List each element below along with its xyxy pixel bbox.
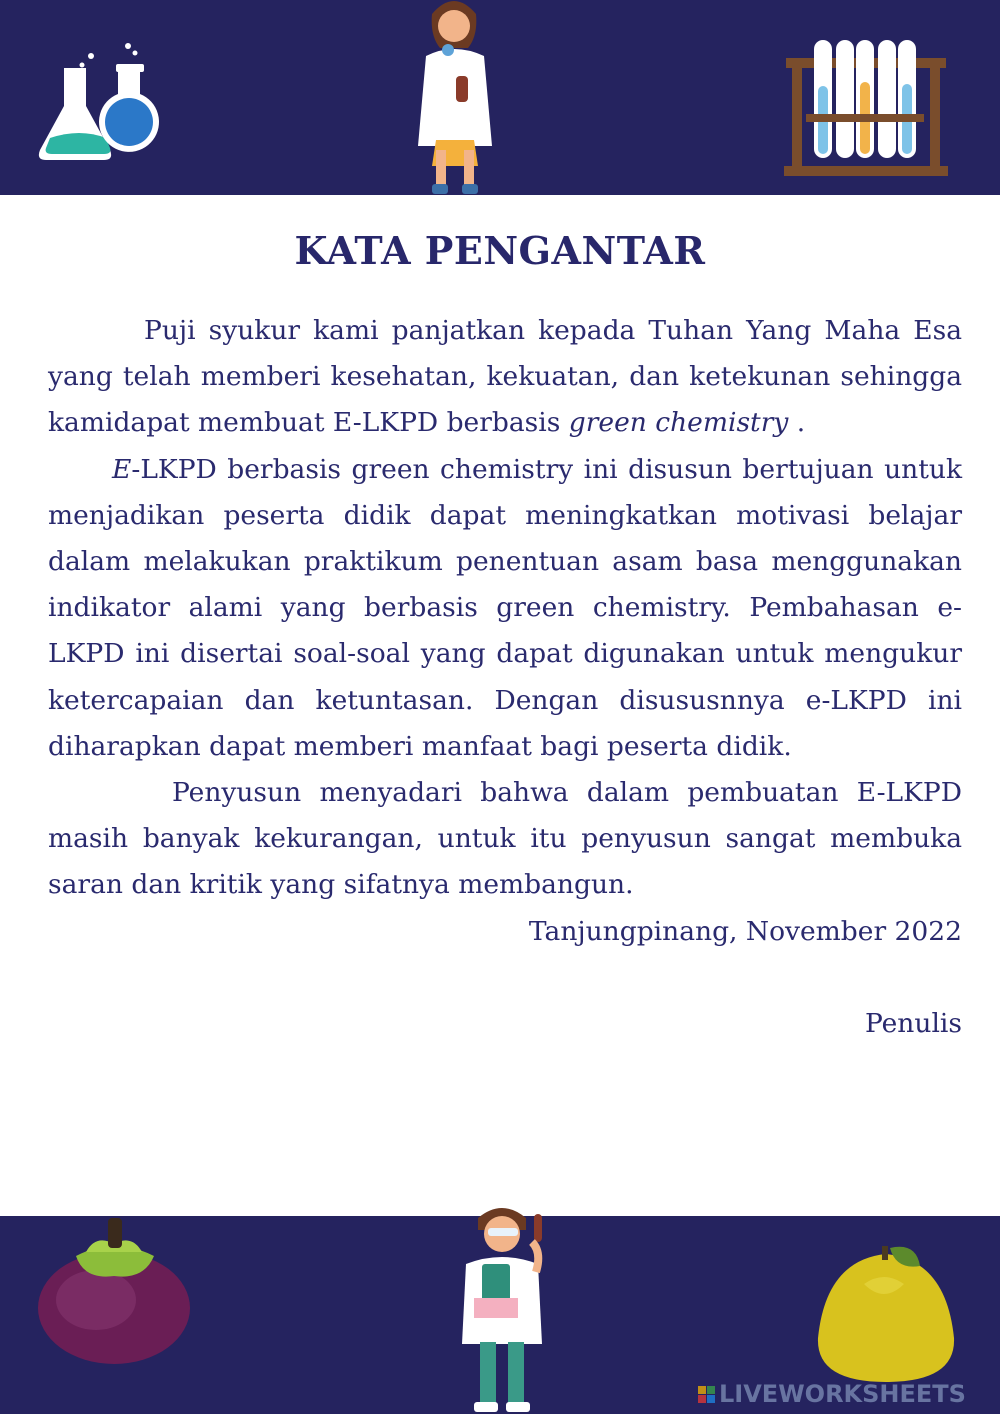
paragraph-1-end: . xyxy=(788,407,806,439)
scientist-man-icon xyxy=(452,1204,556,1414)
pomelo-icon xyxy=(814,1244,958,1384)
liveworksheets-logo-icon xyxy=(698,1386,715,1403)
paragraph-3: Penyusun menyadari bahwa dalam pembuatan E-LKPD masih banyak kekurangan, untuk itu penyusun sangat membuka saran dan kritik yang sifatnya membangun. xyxy=(48,777,962,901)
watermark xyxy=(698,1380,966,1408)
body-text xyxy=(48,308,962,1047)
flasks-icon xyxy=(36,38,161,164)
place-date: Tanjungpinang, November 2022 xyxy=(528,915,962,947)
paragraph-1-text: Puji syukur kami panjatkan kepada Tuhan Yang Maha Esa yang telah memberi kesehatan, kekuatan, dan ketekunan sehingga kamidapat membuat E-LKPD berbasis xyxy=(48,315,962,439)
paragraph-1 xyxy=(48,308,962,447)
paragraph-2-italic: E xyxy=(112,453,132,485)
paragraph-2 xyxy=(48,447,962,770)
signature: Penulis xyxy=(864,1007,962,1039)
mangosteen-icon xyxy=(36,1216,196,1366)
paragraph-1-italic: green chemistry xyxy=(568,407,789,439)
paragraph-2-text: -LKPD berbasis green chemistry ini disusun bertujuan untuk menjadikan peserta didik dapat meningkatkan motivasi belajar dalam melakukan praktikum penentuan asam basa menggunakan indikator alami yang berbasis green chemistry. Pembahasan e-LKPD ini disertai soal-soal yang dapat digunakan untuk mengukur ketercapaian dan ketuntasan. Dengan disususnnya e-LKPD ini diharapkan dapat memberi manfaat bagi peserta didik. xyxy=(48,453,962,762)
scientist-woman-icon xyxy=(412,0,498,195)
page-title: KATA PENGANTAR xyxy=(294,228,706,273)
test-tubes-rack-icon xyxy=(784,38,948,180)
watermark-text: LIVEWORKSHEETS xyxy=(719,1380,966,1408)
